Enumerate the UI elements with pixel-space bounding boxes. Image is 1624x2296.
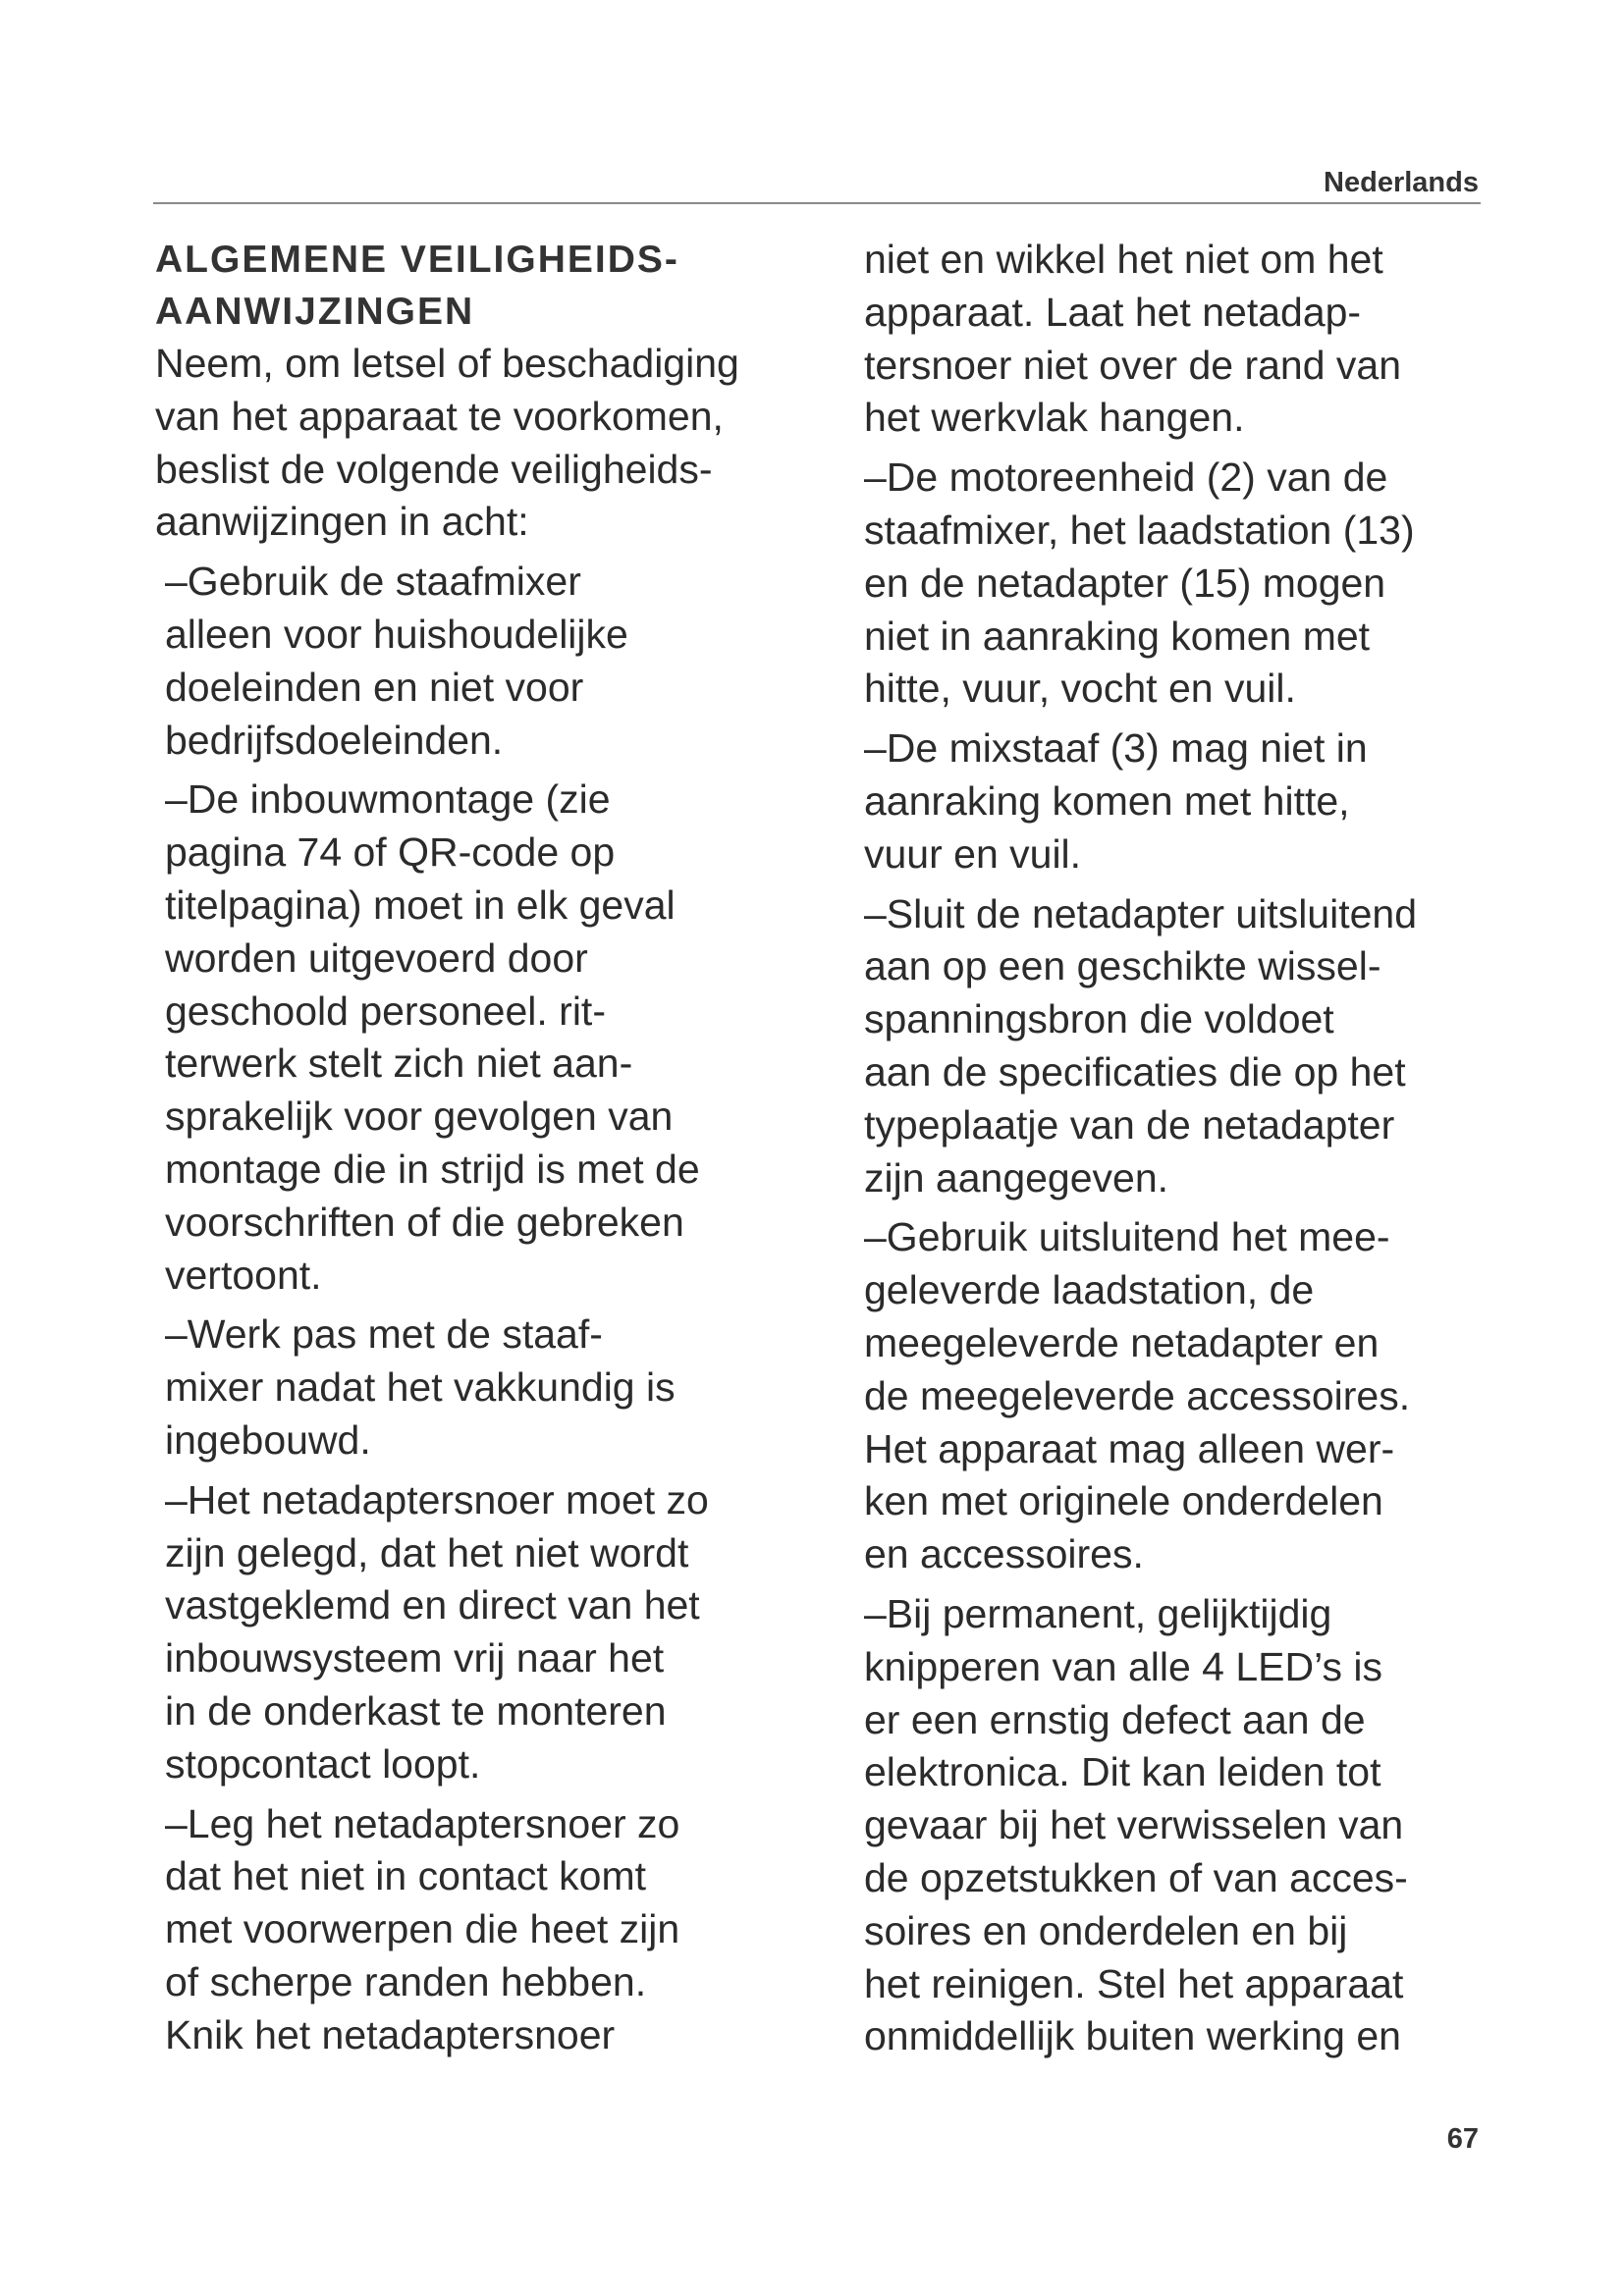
text-line: er een ernstig defect aan de: [864, 1696, 1366, 1742]
text-line: staafmixer, het laadstation (13): [864, 507, 1415, 553]
text-line: geschoold personeel. rit-: [165, 988, 606, 1034]
text-line: bedrijfsdoeleinden.: [165, 717, 504, 763]
text-line: –Gebruik uitsluitend het mee-: [864, 1214, 1390, 1260]
section-heading: [155, 234, 842, 338]
text-line: tersnoer niet over de rand van: [864, 342, 1401, 388]
text-line: titelpagina) moet in elk geval: [165, 881, 676, 928]
text-line: en accessoires.: [864, 1531, 1144, 1577]
text-line: alleen voor huishoudelijke: [165, 611, 628, 657]
text-line: spanningsbron die voldoet: [864, 996, 1334, 1042]
text-line: stopcontact loopt.: [165, 1740, 481, 1787]
text-line: terwerk stelt zich niet aan-: [165, 1041, 633, 1087]
text-line: meegeleverde netadapter en: [864, 1319, 1380, 1365]
list-item: [864, 1211, 1492, 1581]
text-line: –Werk pas met de staaf-: [165, 1311, 603, 1358]
text-line: elektronica. Dit kan leiden tot: [864, 1749, 1381, 1795]
intro-paragraph: [155, 338, 842, 549]
text-line: niet en wikkel het niet om het: [864, 237, 1383, 282]
text-line: of scherpe randen hebben.: [165, 1958, 647, 2004]
text-line: het reinigen. Stel het apparaat: [864, 1960, 1404, 2006]
text-line: worden uitgevoerd door: [165, 934, 588, 981]
text-line: –Bij permanent, gelijktijdig: [864, 1590, 1332, 1636]
text-line: mixer nadat het vakkundig is: [165, 1364, 676, 1411]
text-line: niet in aanraking komen met: [864, 613, 1371, 659]
list-item: [864, 888, 1492, 1205]
text-line: hitte, vuur, vocht en vuil.: [864, 666, 1296, 712]
text-line: inbouwsysteem vrij naar het: [165, 1635, 665, 1682]
text-line: –De mixstaaf (3) mag niet in: [864, 725, 1368, 772]
list-item: [864, 452, 1492, 716]
heading-line: AANWIJZINGEN: [155, 291, 475, 333]
list-item: [155, 556, 842, 767]
text-line: –De inbouwmontage (zie: [165, 776, 611, 823]
list-item: [155, 1308, 842, 1467]
text-line: Het apparaat mag alleen wer-: [864, 1425, 1395, 1471]
text-line: onmiddellijk buiten werking en: [864, 2013, 1401, 2059]
text-line: vertoont.: [165, 1252, 322, 1298]
text-line: –Leg het netadaptersnoer zo: [165, 1800, 680, 1846]
page-number: 67: [1446, 2123, 1479, 2155]
text-line: montage die in strijd is met de: [165, 1146, 700, 1192]
text-line: soires en onderdelen en bij: [864, 1907, 1348, 1953]
list-item: [155, 1474, 842, 1791]
header-divider: [153, 202, 1481, 204]
text-line: geleverde laadstation, de: [864, 1267, 1315, 1313]
text-line: Neem, om letsel of beschadiging: [155, 341, 739, 386]
list-item: [155, 1798, 842, 2062]
text-line: ingebouwd.: [165, 1416, 371, 1463]
text-line: typeplaatje van de netadapter: [864, 1101, 1395, 1148]
text-line: aan de specificaties die op het: [864, 1048, 1406, 1095]
text-line: en de netadapter (15) mogen: [864, 560, 1386, 606]
text-line: sprakelijk voor gevolgen van: [165, 1094, 674, 1140]
list-item: [155, 774, 842, 1302]
text-line: het werkvlak hangen.: [864, 395, 1245, 441]
text-line: vuur en vuil.: [864, 830, 1082, 877]
text-line: zijn gelegd, dat het niet wordt: [165, 1529, 689, 1575]
text-line: Knik het netadaptersnoer: [165, 2011, 616, 2057]
text-line: gevaar bij het verwisselen van: [864, 1802, 1404, 1848]
text-line: –Sluit de netadapter uitsluitend: [864, 890, 1418, 936]
continuation-paragraph: [864, 234, 1492, 445]
list-item: [864, 1588, 1492, 2063]
text-line: aan op een geschikte wissel-: [864, 943, 1381, 989]
text-line: van het apparaat te voorkomen,: [155, 393, 724, 439]
text-line: knipperen van alle 4 LED’s is: [864, 1643, 1382, 1689]
list-item: [864, 722, 1492, 881]
left-column: [155, 234, 842, 2062]
heading-line: ALGEMENE VEILIGHEIDS-: [155, 239, 679, 281]
right-column: [864, 234, 1492, 2063]
text-line: de opzetstukken of van acces-: [864, 1854, 1408, 1900]
text-line: vastgeklemd en direct van het: [165, 1582, 700, 1629]
text-line: met voorwerpen die heet zijn: [165, 1906, 680, 1952]
text-line: aanwijzingen in acht:: [155, 499, 529, 545]
text-line: dat het niet in contact komt: [165, 1853, 646, 1899]
text-line: in de onderkast te monteren: [165, 1687, 667, 1734]
text-line: ken met originele onderdelen: [864, 1478, 1383, 1524]
text-line: aanraking komen met hitte,: [864, 777, 1350, 824]
text-line: zijn aangegeven.: [864, 1154, 1169, 1201]
text-line: de meegeleverde accessoires.: [864, 1372, 1411, 1418]
text-line: –Het netadaptersnoer moet zo: [165, 1476, 709, 1522]
text-line: doeleinden en niet voor: [165, 664, 584, 710]
text-line: –Gebruik de staafmixer: [165, 559, 581, 605]
text-line: apparaat. Laat het netadap-: [864, 289, 1362, 335]
text-line: –De motoreenheid (2) van de: [864, 454, 1388, 501]
text-line: beslist de volgende veiligheids-: [155, 446, 713, 492]
header-language: Nederlands: [1324, 167, 1479, 198]
text-line: voorschriften of die gebreken: [165, 1199, 684, 1245]
text-line: pagina 74 of QR-code op: [165, 829, 616, 876]
